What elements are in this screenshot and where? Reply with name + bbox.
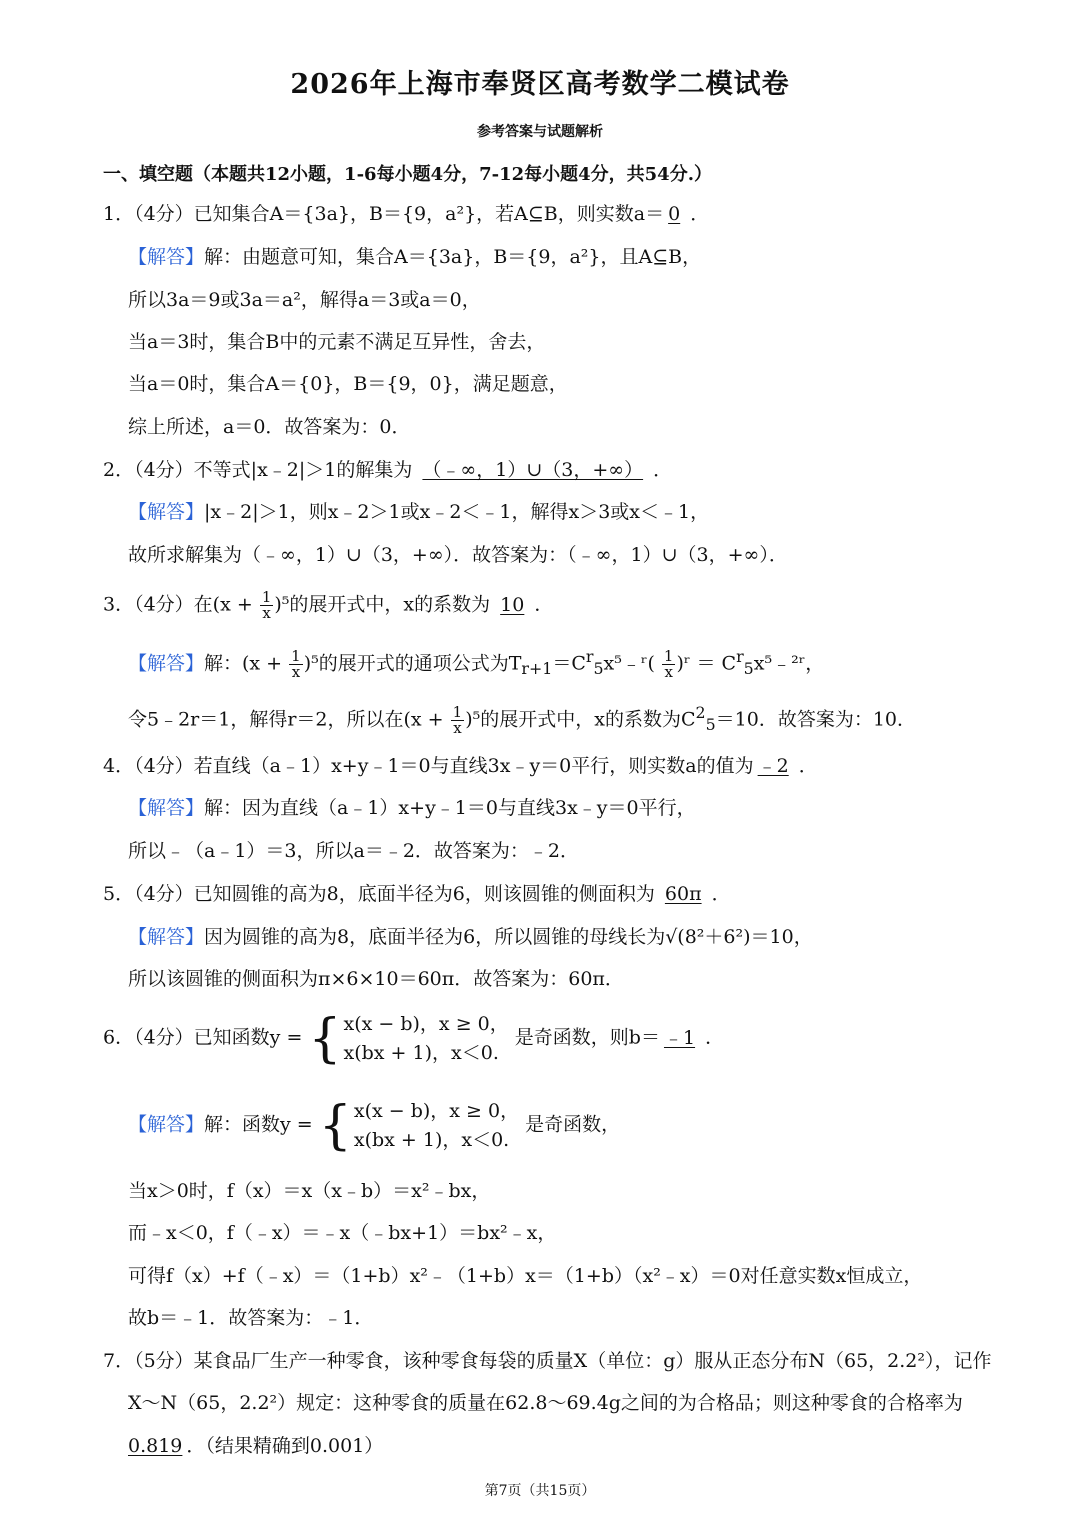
brace-symbol: { [308,1008,342,1069]
question-6: 6．（4分）已知函数y = { x(x − b)，x ≥ 0， x(bx + 1)，x＜0. 是奇函数，则b＝ ﹣1 ． [103,1008,725,1069]
answer-line: 【解答】解：函数y = { x(x − b)，x ≥ 0， x(bx + 1)，x＜0. 是奇函数， [128,1095,621,1156]
brace-symbol: { [318,1095,352,1156]
answer-line: 【解答】解：因为直线（a﹣1）x+y﹣1＝0与直线3x﹣y＝0平行， [128,797,696,819]
answer-blank: ﹣2 [757,755,789,777]
answer-line: 所以3a＝9或3a＝a²，解得a＝3或a＝0， [128,289,481,311]
answer-blank: ﹣1 [663,1026,696,1049]
answer-line: 令5﹣2r＝1，解得r＝2，所以在(x + $\frac{1}{x}$ )⁵的展开式中，x的系数为$C^2_5=10$．故答案为：10． [128,702,917,737]
answer-line: 可得f（x）+f（﹣x）＝（1+b）x²﹣（1+b）x＝（1+b）（x²﹣x）＝0对任意实数x恒成立， [128,1265,923,1287]
answer-blank: 0.819 [128,1435,183,1457]
fraction: $\frac{1}{x}$ [261,588,272,622]
answer-line: 当a＝3时，集合B中的元素不满足互异性，舍去， [128,331,546,353]
answer-tag: 【解答】 [128,1113,205,1136]
question-1: 1．（4分）已知集合A＝{3a}，B＝{9，a²}，若A⊆B，则实数a＝ 0 ． [103,203,710,225]
question-7-line: 0.819 ．（结果精确到0.001） [128,1435,384,1457]
fraction: $\frac{1}{x}$ [291,646,301,681]
question-7: 7．（5分）某食品厂生产一种零食，该种零食每袋的质量X（单位：g）服从正态分布N（65，2.2²），记作 [103,1350,992,1372]
answer-line: 【解答】|x﹣2|＞1，则x﹣2＞1或x﹣2＜﹣1，解得x＞3或x＜﹣1， [128,501,710,523]
answer-blank: 0 [668,203,681,225]
answer-blank: 10 [500,593,525,616]
question-2: 2．（4分）不等式|x﹣2|＞1的解集为 （﹣∞，1）∪（3，+∞） ． [103,459,673,481]
answer-blank: （﹣∞，1）∪（3，+∞） [422,459,644,481]
answer-line: 所以﹣（a﹣1）＝3，所以a＝﹣2．故答案为：﹣2． [128,840,580,862]
fraction: $\frac{1}{x}$ [452,702,463,737]
answer-line: 【解答】解：由题意可知，集合A＝{3a}，B＝{9，a²}，且A⊆B， [128,246,702,268]
question-4: 4．（4分）若直线（a﹣1）x+y﹣1＝0与直线3x﹣y＝0平行，则实数a的值为 ﹣2 ． [103,755,818,777]
question-3: 3．（4分）在(x + $\frac{1}{x}$ )⁵的展开式中，x的系数为 10 ． [103,588,554,622]
answer-line: 故所求解集为（﹣∞，1）∪（3，+∞）．故答案为：（﹣∞，1）∪（3，+∞）． [128,544,788,566]
answer-line: 当x＞0时，f（x）＝x（x﹣b）＝x²﹣bx， [128,1180,491,1202]
fraction: $\frac{1}{x}$ [663,646,674,681]
answer-tag: 【解答】 [128,797,205,819]
page-title: 2026年上海市奉贤区高考数学二模试卷 [290,69,790,100]
section-heading: 一、填空题（本题共12小题，1-6每小题4分，7-12每小题4分，共54分.） [103,164,712,185]
answer-line: 而﹣x＜0，f（﹣x）＝﹣x（﹣bx+1）＝bx²﹣x， [128,1222,557,1244]
page-subtitle: 参考答案与试题解析 [477,124,603,140]
answer-tag: 【解答】 [128,246,205,268]
answer-line: 【解答】因为圆锥的高为8，底面半径为6，所以圆锥的母线长为√(8²＋6²)＝10， [128,926,813,948]
answer-line: 综上所述，a＝0．故答案为：0． [128,416,411,438]
page-footer: 第7页（共15页） [484,1483,596,1499]
answer-tag: 【解答】 [128,652,205,675]
answer-tag: 【解答】 [128,926,205,948]
question-7-line: X～N（65，2.2²）规定：这种零食的质量在62.8～69.4g之间的为合格品；则这种零食的合格率为 [128,1392,963,1414]
question-5: 5．（4分）已知圆锥的高为8，底面半径为6，则该圆锥的侧面积为 60π ． [103,883,731,905]
answer-line: 【解答】解：(x + $\frac{1}{x}$ )⁵的展开式的通项公式为$T_{r+1}=C^r_5x^5﹣ʳ$( $\frac{1}{x}$ )ʳ ＝ $C^r_5x^5﹣^2ʳ$， [128,646,825,681]
answer-line: 故b＝﹣1．故答案为：﹣1． [128,1307,374,1329]
answer-tag: 【解答】 [128,501,205,523]
answer-blank: 60π [664,883,702,905]
piecewise-function: { x(x − b)，x ≥ 0， x(bx + 1)，x＜0. [308,1008,509,1069]
answer-line: 当a＝0时，集合A＝{0}，B＝{9，0}，满足题意， [128,373,568,395]
piecewise-function: { x(x − b)，x ≥ 0， x(bx + 1)，x＜0. [318,1095,520,1156]
answer-line: 所以该圆锥的侧面积为π×6×10＝60π．故答案为：60π． [128,968,624,990]
